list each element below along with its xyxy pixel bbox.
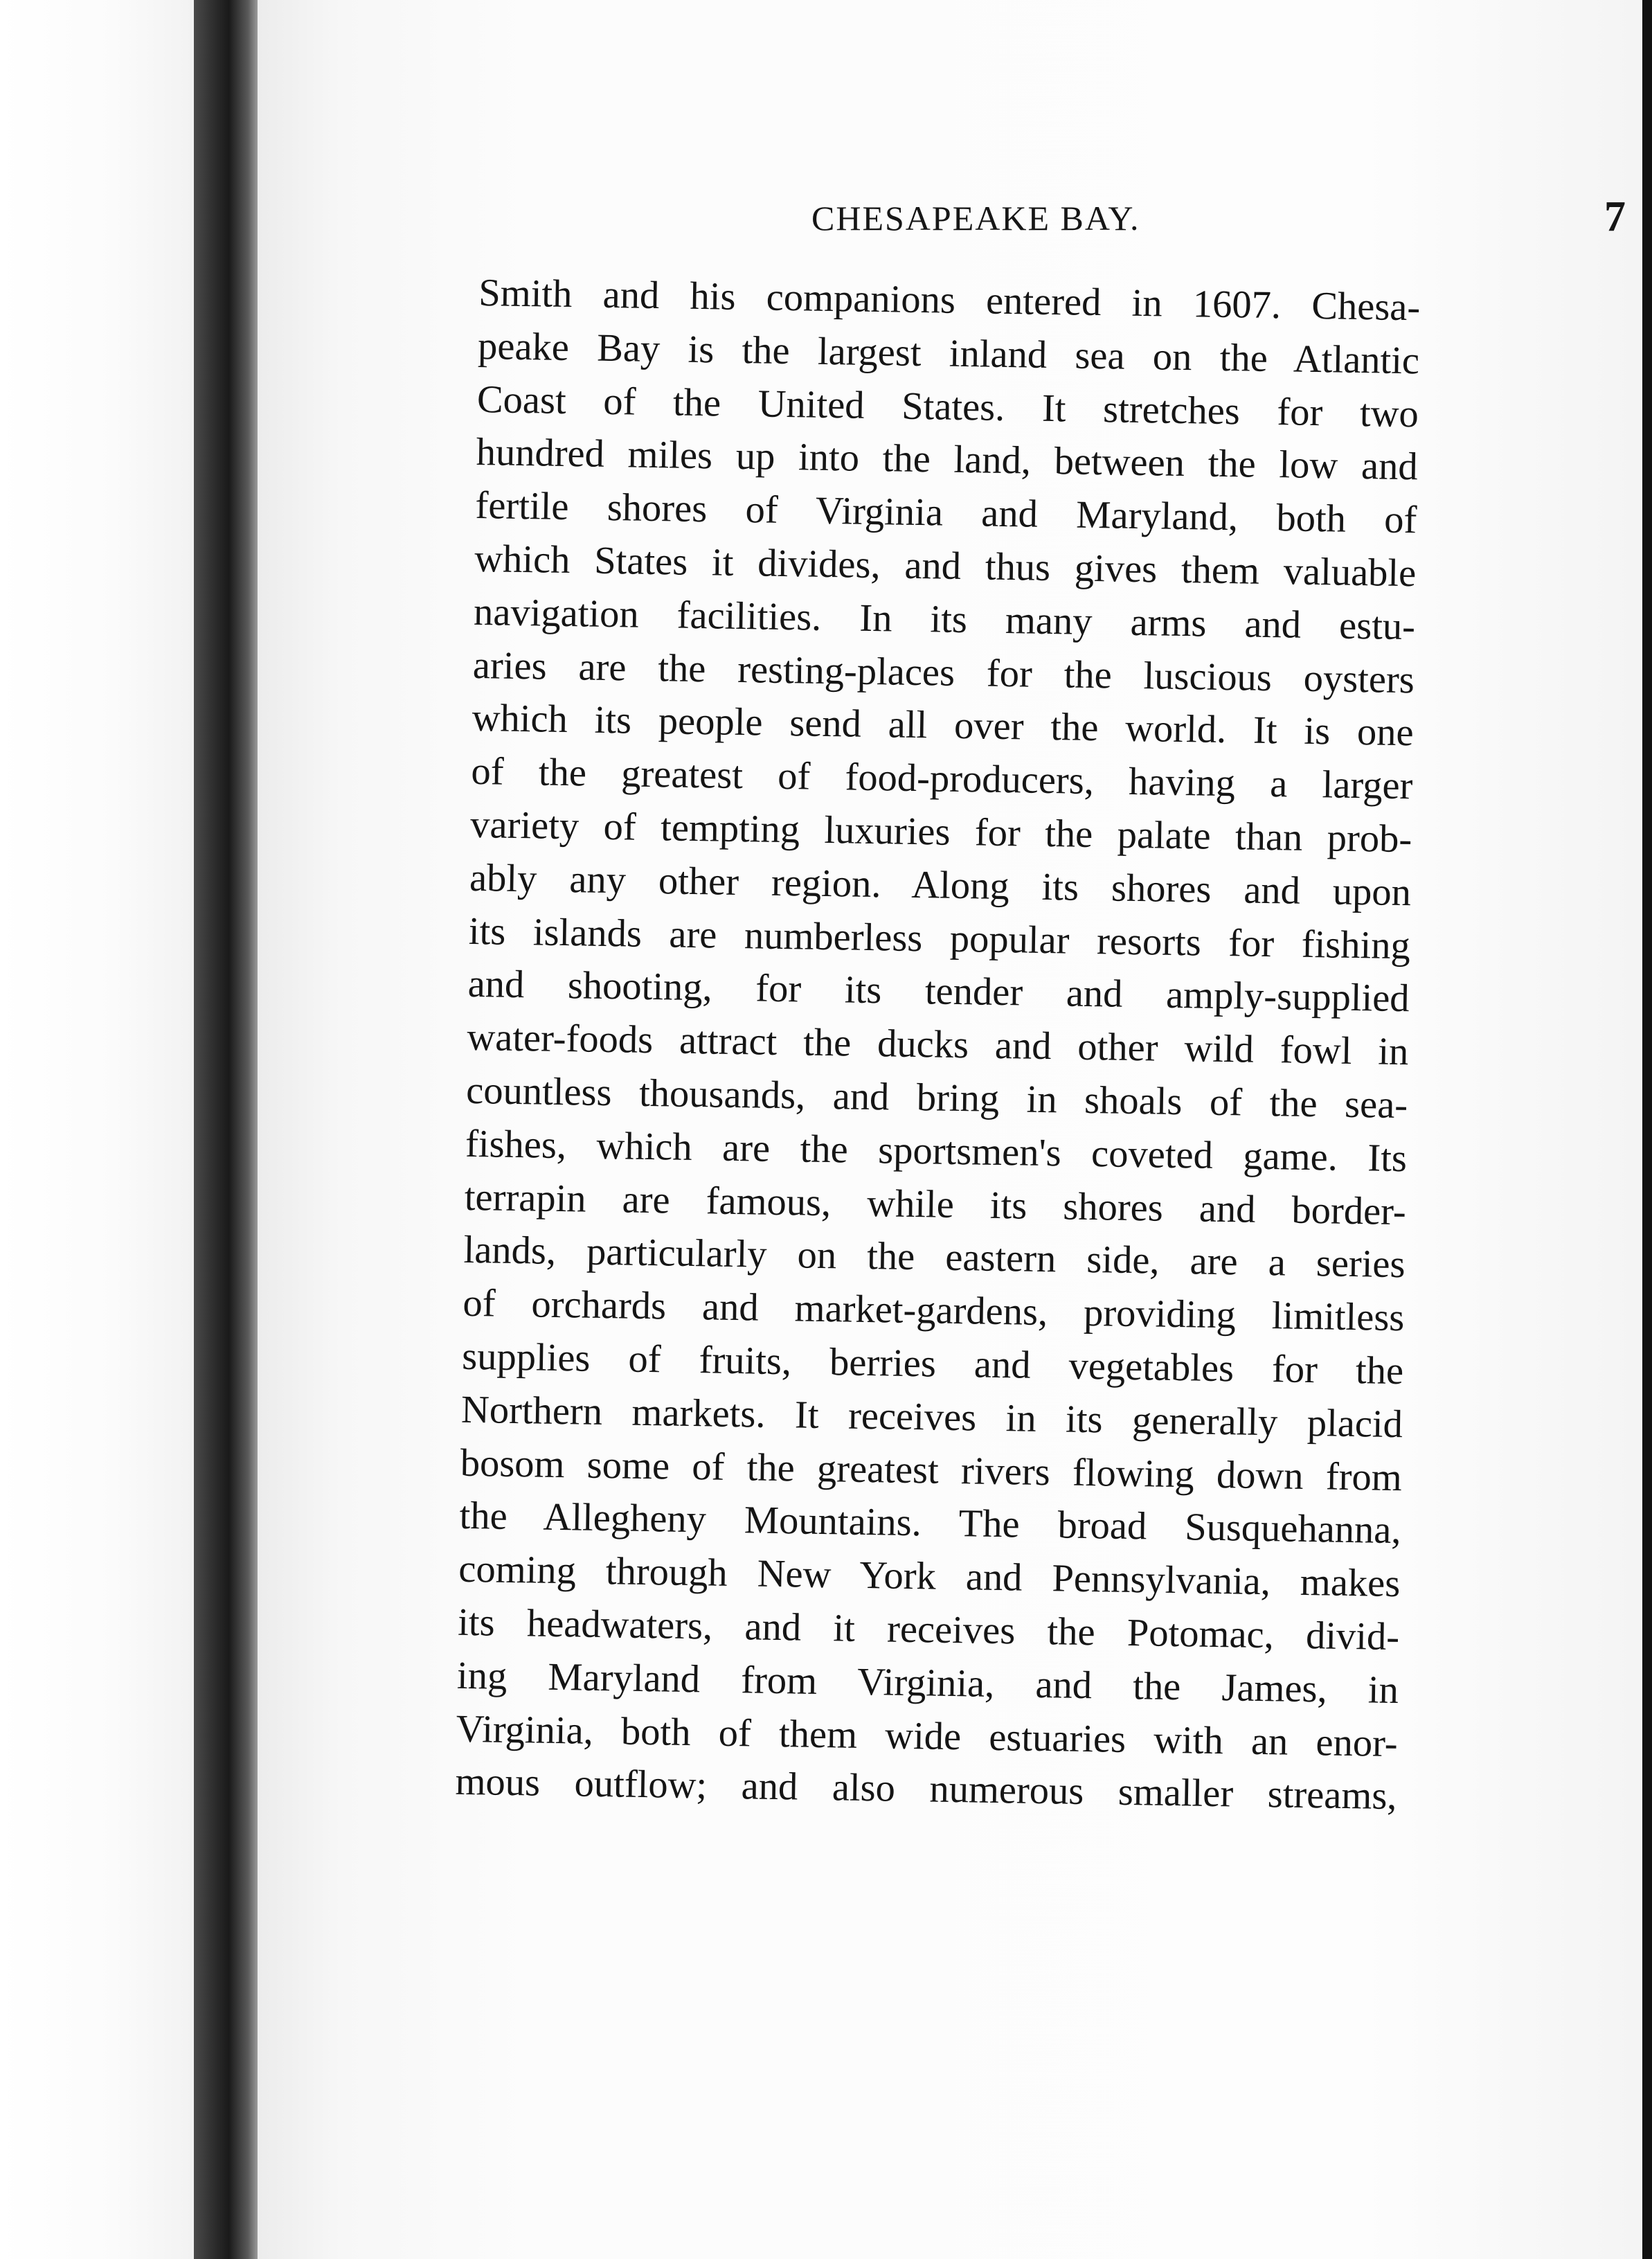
text-line: Virginia, both of them wide estuaries with an enor- xyxy=(456,1707,1399,1765)
text-line: Coast of the United States. It stretches for two xyxy=(476,377,1419,436)
text-line: fishes, which are the sportsmen's coveted game. Its xyxy=(465,1122,1408,1180)
text-line: navigation facilities. In its many arms and estu- xyxy=(473,590,1416,649)
facing-page-edge xyxy=(0,0,194,2259)
text-line: its islands are numberless popular resorts for fishing xyxy=(468,909,1411,967)
text-line: Northern markets. It receives in its generally placid xyxy=(460,1388,1403,1446)
text-line: of the greatest of food-producers, having a larger xyxy=(471,750,1413,808)
text-line: fertile shores of Virginia and Maryland, both of xyxy=(475,484,1417,542)
text-line: aries are the resting-places for the luscious oysters xyxy=(472,643,1415,702)
text-line: hundred miles up into the land, between the low and xyxy=(476,431,1419,489)
text-line: countless thousands, and bring in shoals of the sea- xyxy=(465,1069,1408,1127)
running-head: CHESAPEAKE BAY. xyxy=(811,199,1140,238)
text-line: Smith and his companions entered in 1607. Chesa- xyxy=(478,271,1421,330)
text-line: its headwaters, and it receives the Potomac, divid- xyxy=(457,1600,1400,1659)
text-line: ing Maryland from Virginia, and the James, in xyxy=(456,1654,1399,1712)
text-line: mous outflow; and also numerous smaller streams, xyxy=(455,1760,1397,1819)
text-line: peake Bay is the largest inland sea on the Atlantic xyxy=(477,324,1420,383)
text-line: terrapin are famous, while its shores and border- xyxy=(464,1175,1407,1233)
page-header xyxy=(465,193,1642,248)
text-line: lands, particularly on the eastern side, are a series xyxy=(463,1229,1406,1287)
page xyxy=(258,0,1642,2259)
text-line: ably any other region. Along its shores and upon xyxy=(469,856,1412,915)
text-line: and shooting, for its tender and amply-supplied xyxy=(467,963,1410,1021)
text-line: bosom some of the greatest rivers flowing down from xyxy=(460,1441,1403,1499)
book-gutter-shadow xyxy=(194,0,258,2259)
text-line: which its people send all over the world. It is one xyxy=(472,697,1415,755)
text-line: variety of tempting luxuries for the palate than prob- xyxy=(469,803,1412,861)
text-line: which States it divides, and thus gives them valuable xyxy=(474,537,1417,596)
text-line: supplies of fruits, berries and vegetables for the xyxy=(461,1334,1404,1393)
text-line: the Allegheny Mountains. The broad Susquehanna, xyxy=(459,1494,1401,1553)
scan-border xyxy=(1642,0,1652,2259)
text-line: of orchards and market-gardens, providing limitless xyxy=(462,1281,1405,1340)
body-text xyxy=(455,267,1421,1823)
text-line: coming through New York and Pennsylvania, makes xyxy=(458,1547,1401,1606)
text-line: water-foods attract the ducks and other wild fowl in xyxy=(467,1016,1409,1074)
page-number: 7 xyxy=(1604,193,1626,240)
